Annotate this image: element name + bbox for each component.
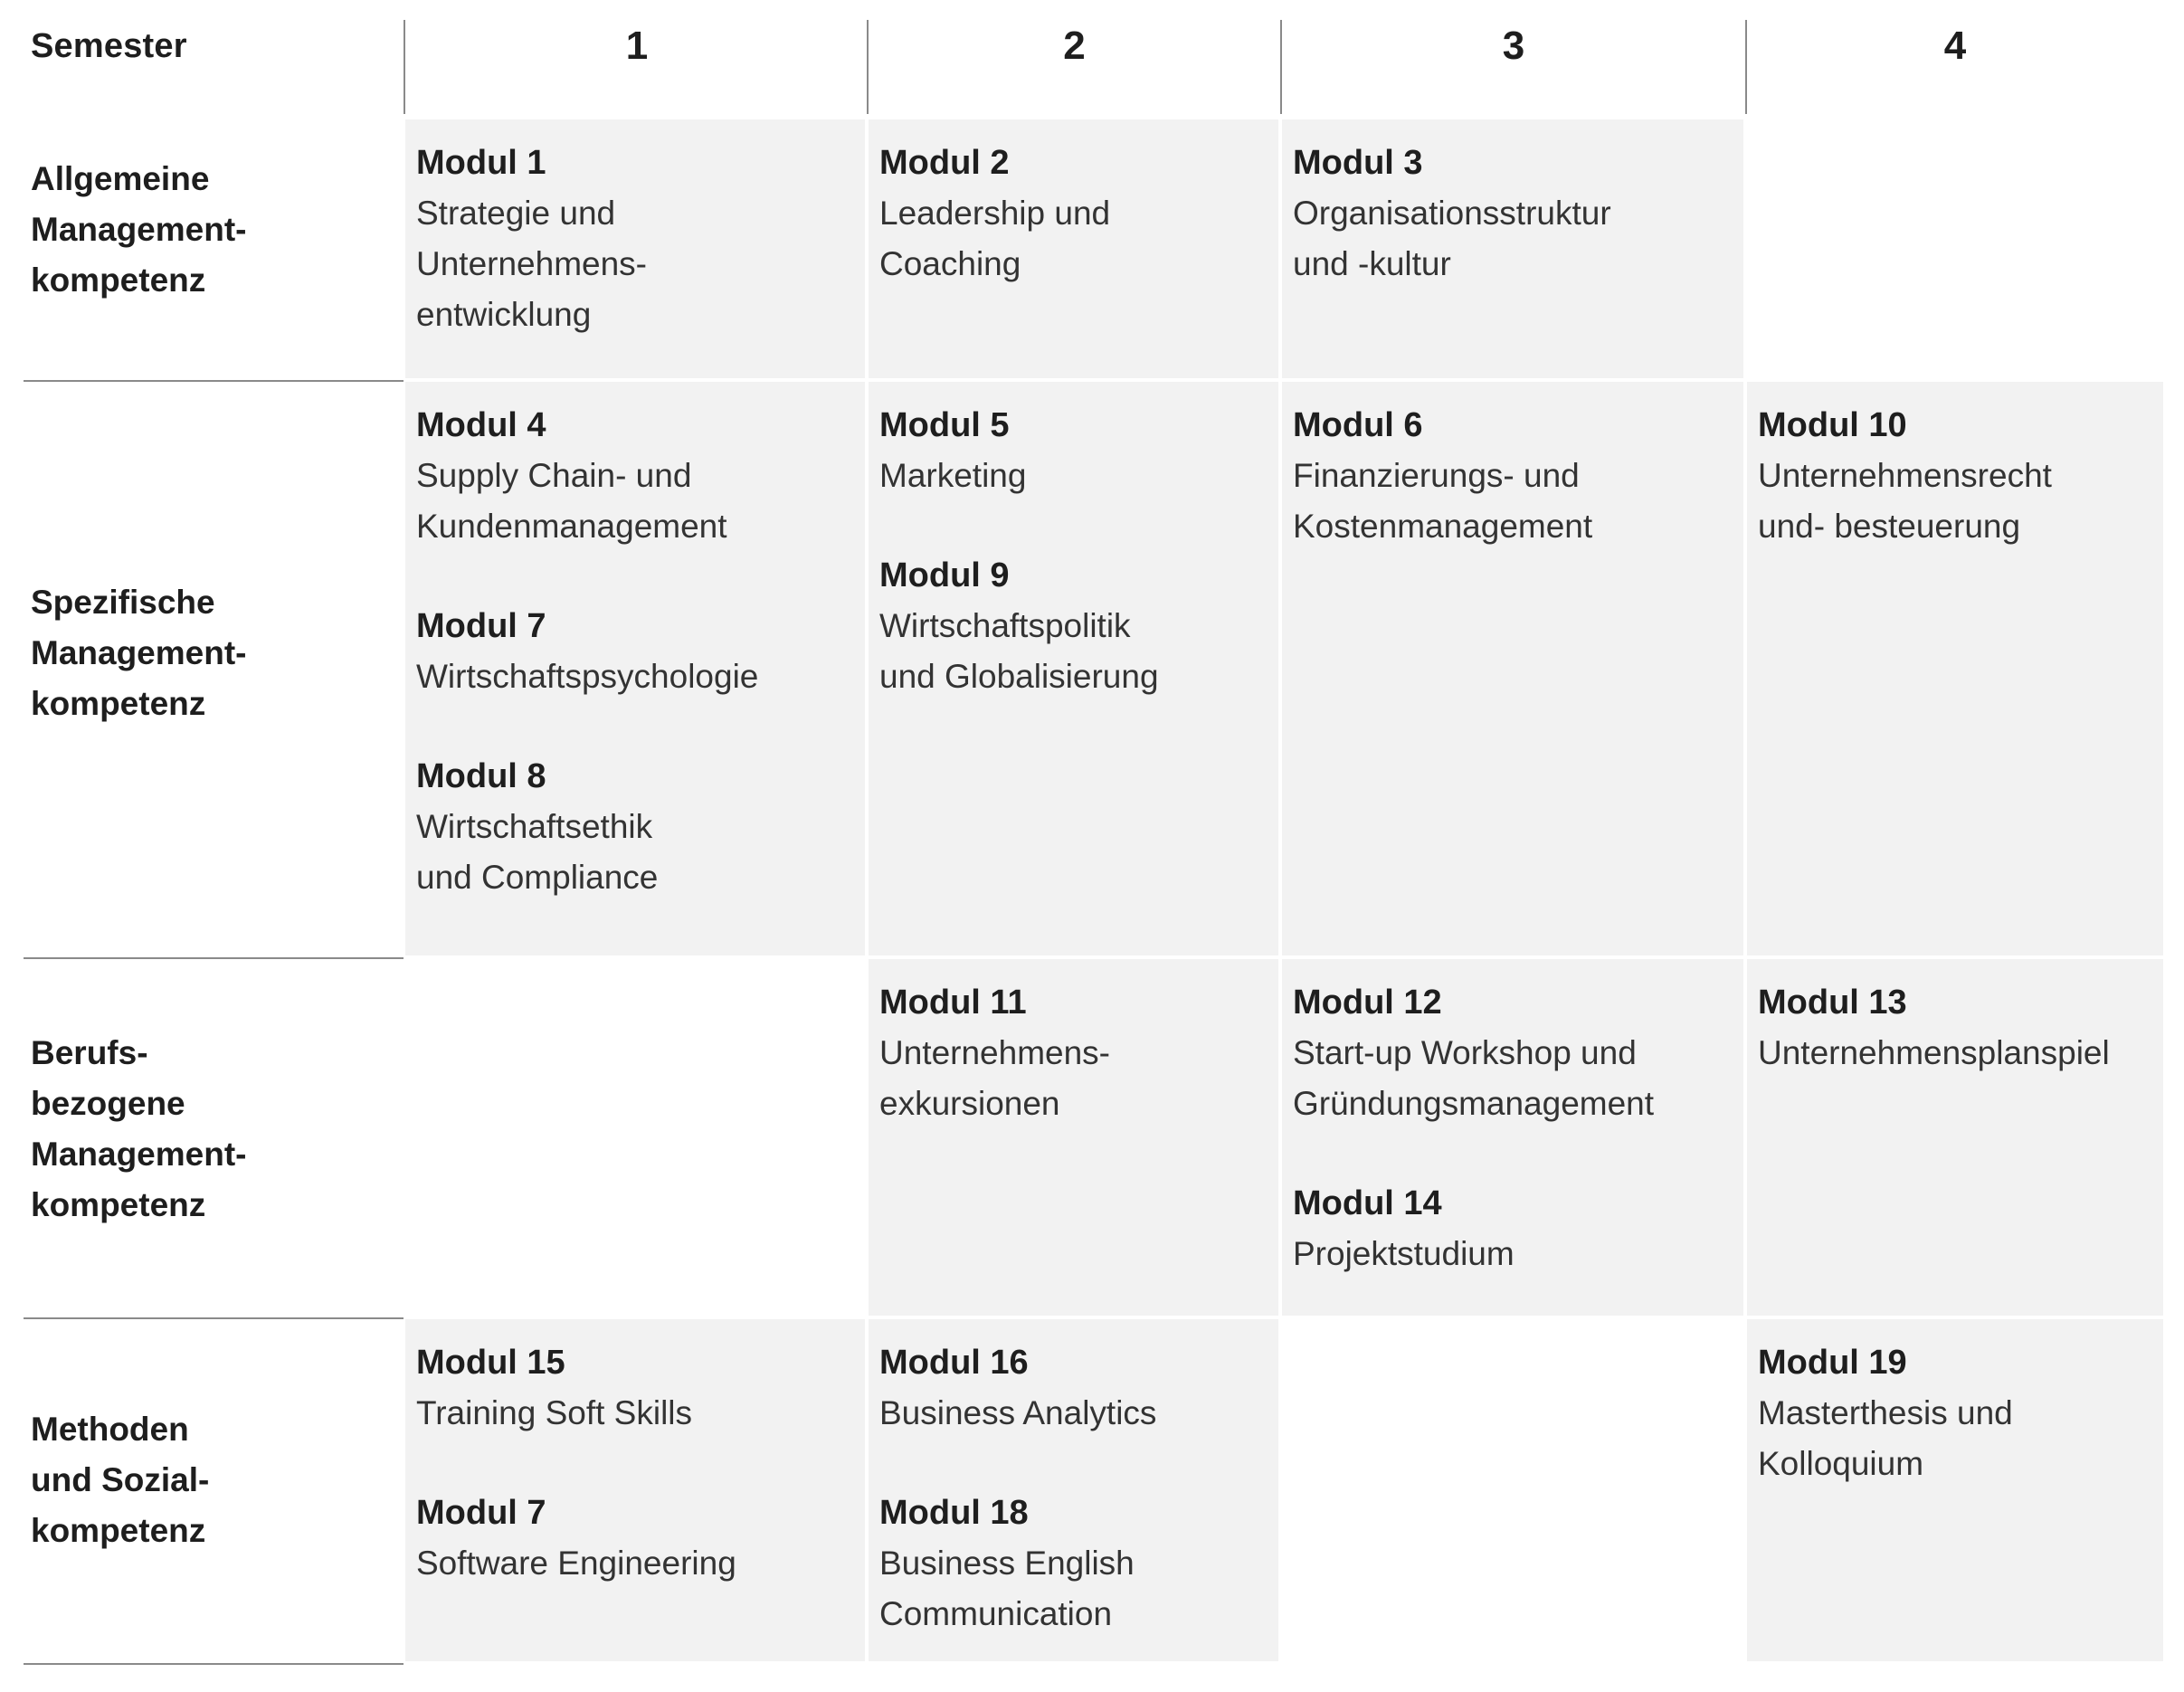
cell-row1-sem1 [405,119,865,378]
module-6: Modul 6 Finanzierungs- und Kostenmanagement [1293,406,1593,545]
cell-row4-sem1 [405,1319,865,1661]
module-1: Modul 1 Strategie und Unternehmens- entwicklung [416,144,648,333]
semester-header-label: Semester [31,27,187,65]
cell-row2-sem2 [869,382,1278,955]
module-7-software: Modul 7 Software Engineering [416,1494,736,1582]
row-label-methoden: Methoden und Sozial- kompetenz [31,1411,210,1549]
cell-row4-sem2 [869,1319,1278,1661]
module-11: Modul 11 Unternehmens- exkursionen [879,984,1111,1122]
row-divider [24,1317,404,1319]
cell-row4-sem4 [1747,1319,2163,1661]
module-12: Modul 12 Start-up Workshop und Gründungsmanagement [1293,984,1655,1122]
module-10: Modul 10 Unternehmensrecht und- besteuerung [1758,406,2052,545]
cell-row2-sem3 [1282,382,1743,955]
cell-row3-sem2 [869,959,1278,1316]
semester-1-header: 1 [625,24,649,68]
module-4: Modul 4 Supply Chain- und Kundenmanagement [416,406,727,545]
semester-2-header: 2 [1063,24,1086,68]
cell-row3-sem4 [1747,959,2163,1316]
cell-row2-sem4 [1747,382,2163,955]
module-15: Modul 15 Training Soft Skills [416,1344,693,1431]
row-label-spezifische: Spezifische Management- kompetenz [31,584,247,722]
module-5: Modul 5 Marketing [879,406,1027,494]
module-13: Modul 13 Unternehmensplanspiel [1758,984,2110,1071]
module-14: Modul 14 Projektstudium [1293,1184,1515,1272]
row-divider [24,957,404,959]
module-3: Modul 3 Organisationsstruktur und -kultur [1293,144,1611,282]
row-label-allgemeine: Allgemeine Management- kompetenz [31,160,247,299]
semester-3-header: 3 [1502,24,1525,68]
module-16: Modul 16 Business Analytics [879,1344,1157,1431]
cell-row1-sem3 [1282,119,1743,378]
cell-row1-sem2 [869,119,1278,378]
module-9: Modul 9 Wirtschaftspolitik und Globalisierung [879,556,1159,695]
semester-4-header: 4 [1943,24,1967,68]
cell-row3-sem3 [1282,959,1743,1316]
cell-row2-sem1 [405,382,865,955]
module-8: Modul 8 Wirtschaftsethik und Compliance [416,757,659,896]
module-2: Modul 2 Leadership und Coaching [879,144,1111,282]
module-7: Modul 7 Wirtschaftspsychologie [416,607,759,695]
module-19: Modul 19 Masterthesis und Kolloquium [1758,1344,2013,1482]
row-label-berufsbezogene: Berufs- bezogene Management- kompetenz [31,1034,247,1223]
row-divider [24,1663,404,1665]
column-divider [404,20,405,114]
module-18: Modul 18 Business English Communication [879,1494,1135,1632]
row-divider [24,380,404,382]
